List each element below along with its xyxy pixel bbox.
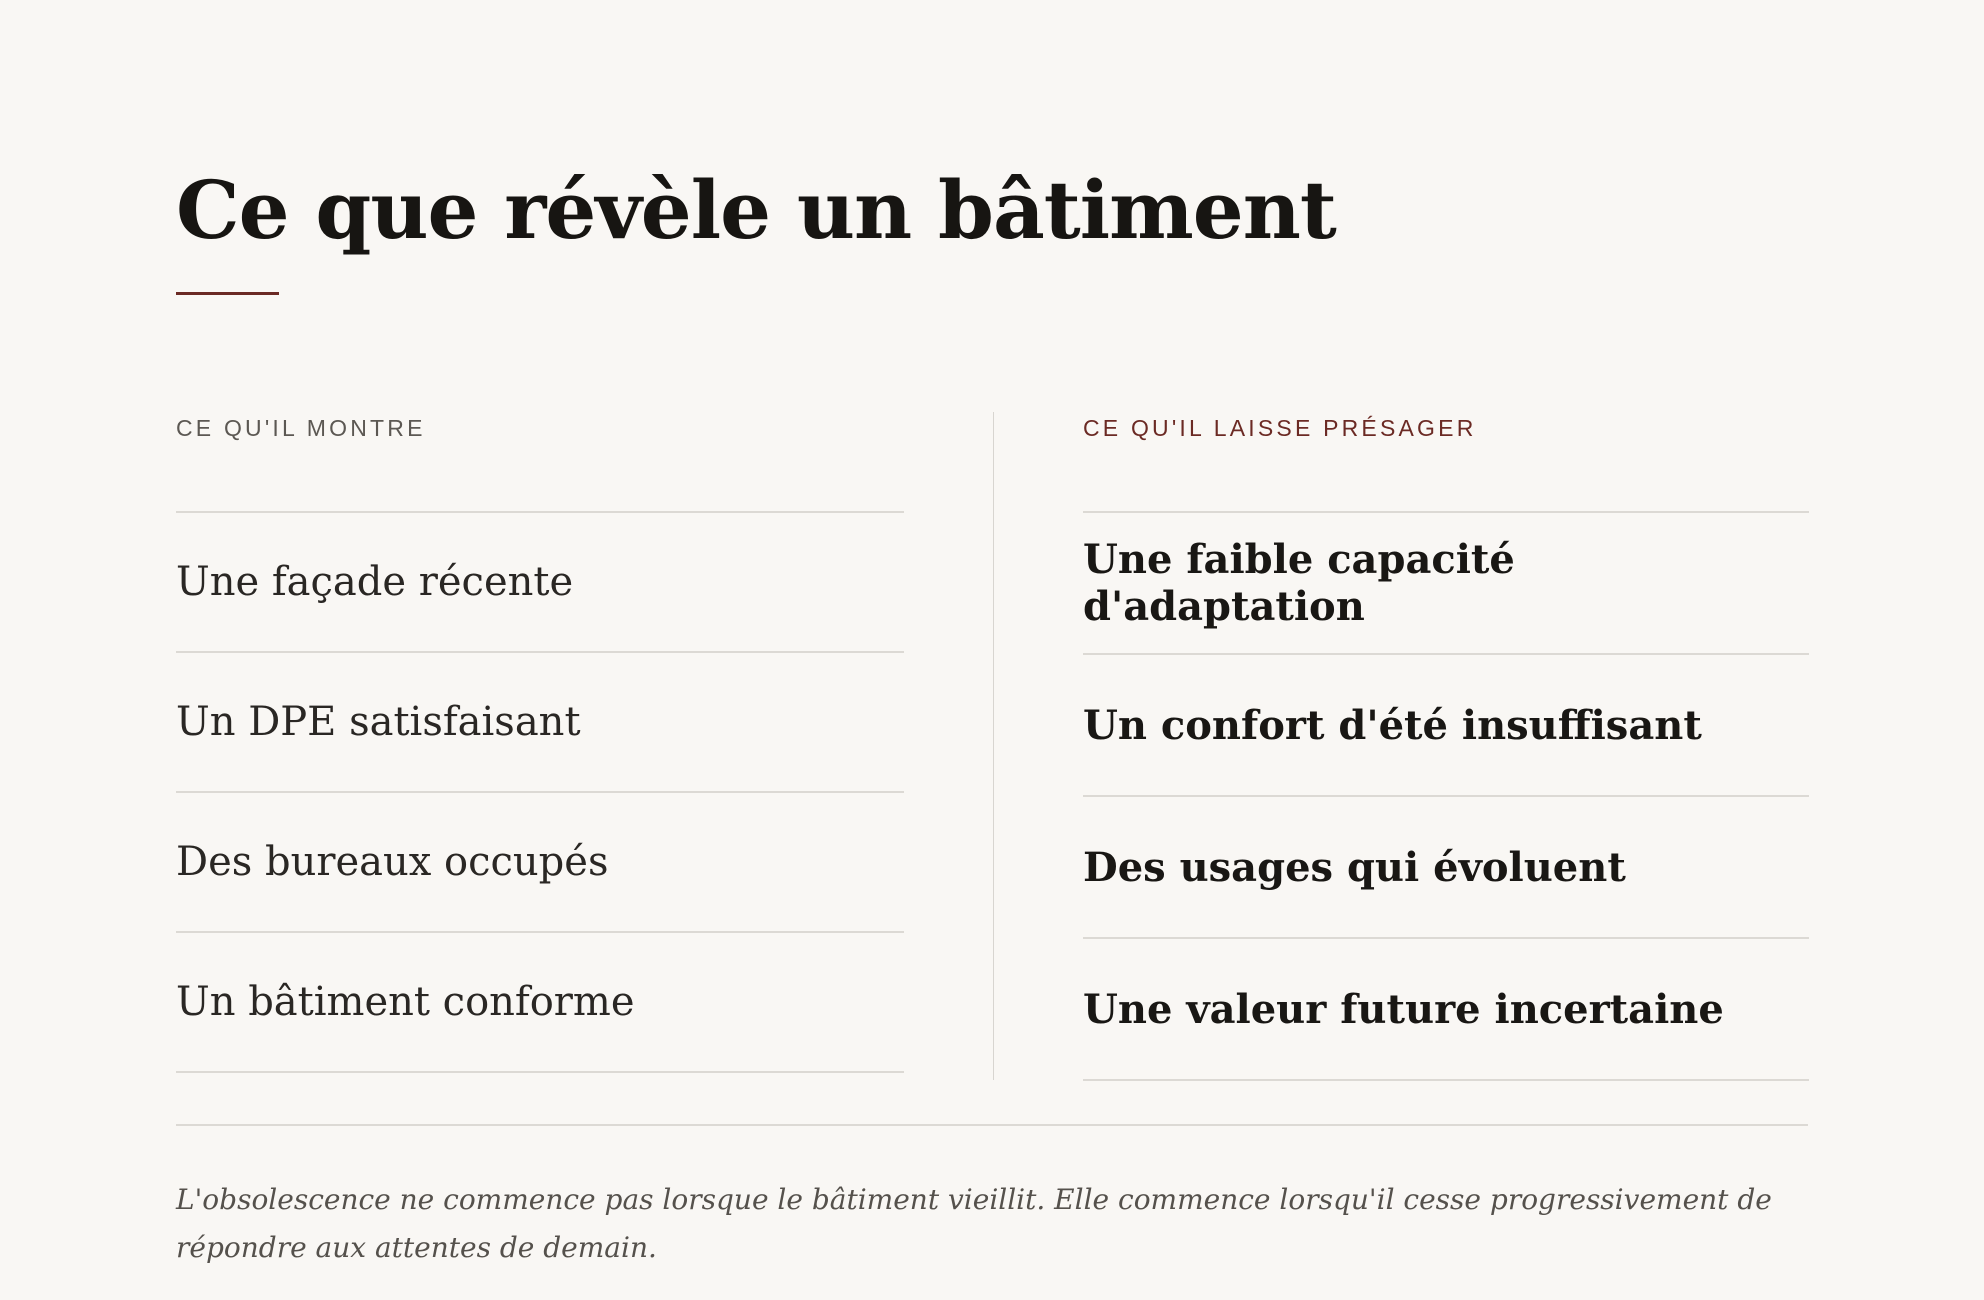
list-item: Un confort d'été insuffisant xyxy=(1083,655,1809,797)
list-item: Une valeur future incertaine xyxy=(1083,939,1809,1081)
shows-list xyxy=(176,511,904,1073)
foreshadows-column-header: CE QU'IL LAISSE PRÉSAGER xyxy=(1083,415,1477,441)
list-item: Un bâtiment conforme xyxy=(176,933,904,1073)
column-divider xyxy=(993,412,994,1080)
page-title: Ce que révèle un bâtiment xyxy=(176,163,1336,257)
shows-column xyxy=(176,411,904,1073)
list-item: Une façade récente xyxy=(176,513,904,653)
title-underline xyxy=(176,292,279,295)
list-item: Des usages qui évoluent xyxy=(1083,797,1809,939)
footnote: L'obsolescence ne commence pas lorsque le bâtiment vieillit. Elle commence lorsqu'il cesse progressivement de répondre aux attentes de demain. xyxy=(176,1183,1772,1264)
list-item: Une faible capacité d'adaptation xyxy=(1083,513,1809,655)
shows-column-header: CE QU'IL MONTRE xyxy=(176,415,426,441)
list-item: Un DPE satisfaisant xyxy=(176,653,904,793)
footer-divider xyxy=(176,1124,1808,1126)
page xyxy=(176,0,1808,1300)
foreshadows-column xyxy=(1083,411,1809,1081)
foreshadows-list xyxy=(1083,511,1809,1081)
list-item: Des bureaux occupés xyxy=(176,793,904,933)
